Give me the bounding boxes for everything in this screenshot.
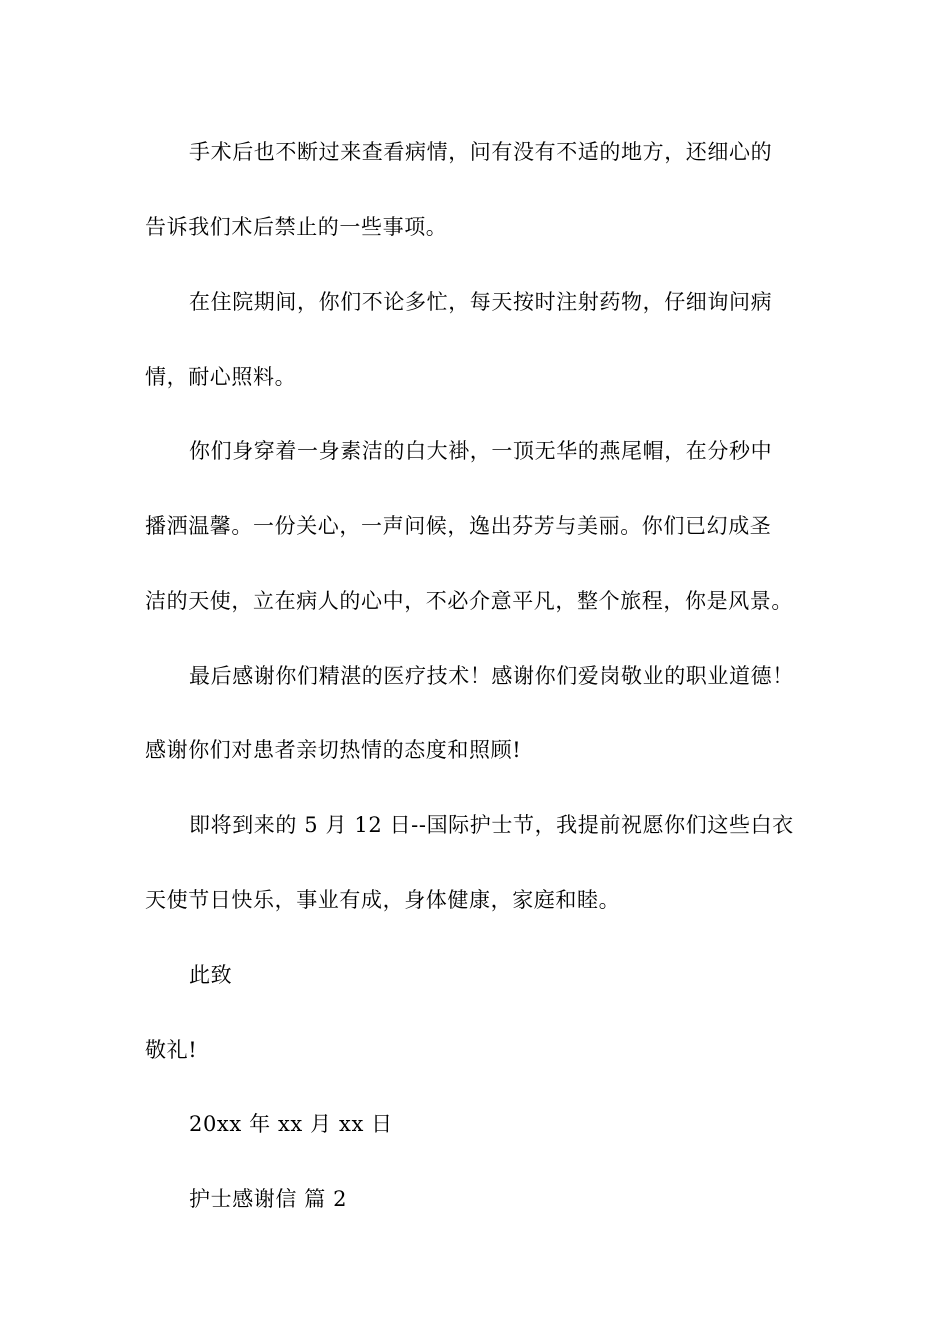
paragraph-line: 告诉我们术后禁止的一些事项。 bbox=[145, 215, 448, 239]
closing-line: 此致 bbox=[189, 963, 233, 987]
paragraph-line: 手术后也不断过来查看病情，问有没有不适的地方，还细心的 bbox=[189, 140, 773, 164]
section-heading: 护士感谢信 篇 2 bbox=[189, 1187, 348, 1211]
paragraph-line: 在住院期间，你们不论多忙，每天按时注射药物，仔细询问病 bbox=[189, 290, 773, 314]
paragraph-line: 播洒温馨。一份关心，一声问候，逸出芬芳与美丽。你们已幻成圣 bbox=[145, 514, 772, 538]
paragraph-line: 你们身穿着一身素洁的白大褂，一顶无华的燕尾帽，在分秒中 bbox=[189, 439, 773, 463]
paragraph-line: 即将到来的 5 月 12 日--国际护士节，我提前祝愿你们这些白衣 bbox=[189, 813, 794, 837]
salutation-line: 敬礼! bbox=[145, 1038, 198, 1062]
paragraph-line: 情，耐心照料。 bbox=[145, 365, 297, 389]
paragraph-line: 感谢你们对患者亲切热情的态度和照顾! bbox=[145, 738, 522, 762]
paragraph-line: 天使节日快乐，事业有成，身体健康，家庭和睦。 bbox=[145, 888, 621, 912]
paragraph-line: 最后感谢你们精湛的医疗技术！感谢你们爱岗敬业的职业道德！ bbox=[189, 664, 794, 688]
date-line: 20xx 年 xx 月 xx 日 bbox=[189, 1112, 393, 1136]
paragraph-line: 洁的天使，立在病人的心中，不必介意平凡，整个旅程，你是风景。 bbox=[145, 589, 793, 613]
